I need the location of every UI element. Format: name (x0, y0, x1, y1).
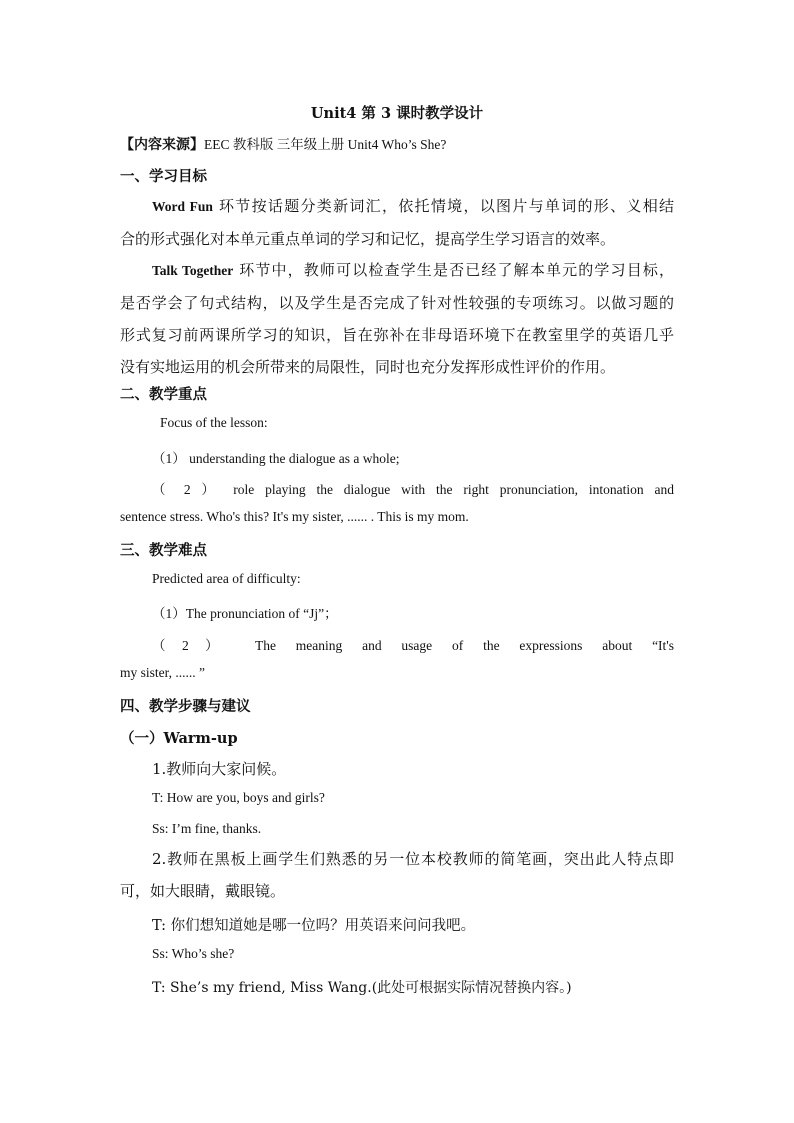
word-fun-term: Word Fun (152, 199, 213, 214)
dialogue-students-1: Ss: I’m fine, thanks. (152, 821, 262, 836)
paragraph-talk-together: Talk Together 环节中，教师可以检查学生是否已经了解本单元的学习目标， 是否学会了句式结构，以及学生是否完成了针对性较强的专项练习。以做习题的 形式复习前两课所学习的知识，旨在弥补在非母语环境下在教室里学的英语几乎 没有实地运用的机会所带来的局限性，同时也充分发挥形成性评价的作用。 (120, 261, 674, 376)
content-source-label: 【内容来源】 (120, 137, 204, 153)
difficulty-item-1: （1）The pronunciation of “Jj”； (152, 606, 338, 621)
content-source-line (120, 133, 674, 154)
step-1: 1.教师向大家问候。 (152, 760, 287, 778)
difficulty-item-2-cont: my sister, ...... ” (120, 665, 205, 680)
focus-item-1: （1） understanding the dialogue as a whole; (152, 451, 400, 466)
document-title: Unit4 第 3 课时教学设计 (310, 105, 484, 122)
section-heading-objectives: 一、学习目标 (120, 168, 207, 185)
focus-item-2: （ 2 ） role playing the dialogue with the right pronunciation, intonation and (152, 482, 674, 497)
section-heading-steps: 四、教学步骤与建议 (120, 698, 251, 715)
focus-item-2-cont: sentence stress. Who's this? It's my sister, ...... . This is my mom. (120, 509, 469, 524)
content-source-text: EEC 教科版 三年级上册 Unit4 Who’s She? (204, 137, 447, 152)
subheading-warm-up: （一）Warm-up (120, 730, 238, 747)
section-heading-key-points: 二、教学重点 (120, 386, 207, 403)
dialogue-teacher-1: T: How are you, boys and girls? (152, 790, 325, 805)
dialogue-teacher-3: T: She’s my friend, Miss Wang.(此处可根据实际情况替换内容。) (152, 980, 572, 996)
step-2: 2.教师在黑板上画学生们熟悉的另一位本校教师的简笔画，突出此人特点即 可，如大眼睛，戴眼镜。 (120, 850, 674, 900)
paragraph-word-fun: Word Fun 环节按话题分类新词汇，依托情境，以图片与单词的形、义相结 合的形式强化对本单元重点单词的学习和记忆，提高学生学习语言的效率。 (120, 197, 674, 248)
difficulty-label: Predicted area of difficulty: (152, 571, 301, 586)
difficulty-item-2: （2） The meaning and usage of the expressions about “It's (152, 638, 674, 653)
dialogue-teacher-2: T: 你们想知道她是哪一位吗？用英语来问问我吧。 (152, 918, 476, 934)
focus-label: Focus of the lesson: (160, 415, 268, 430)
dialogue-students-2: Ss: Who’s she? (152, 946, 235, 961)
talk-together-term: Talk Together (152, 263, 234, 278)
section-heading-difficulties: 三、教学难点 (120, 542, 207, 559)
